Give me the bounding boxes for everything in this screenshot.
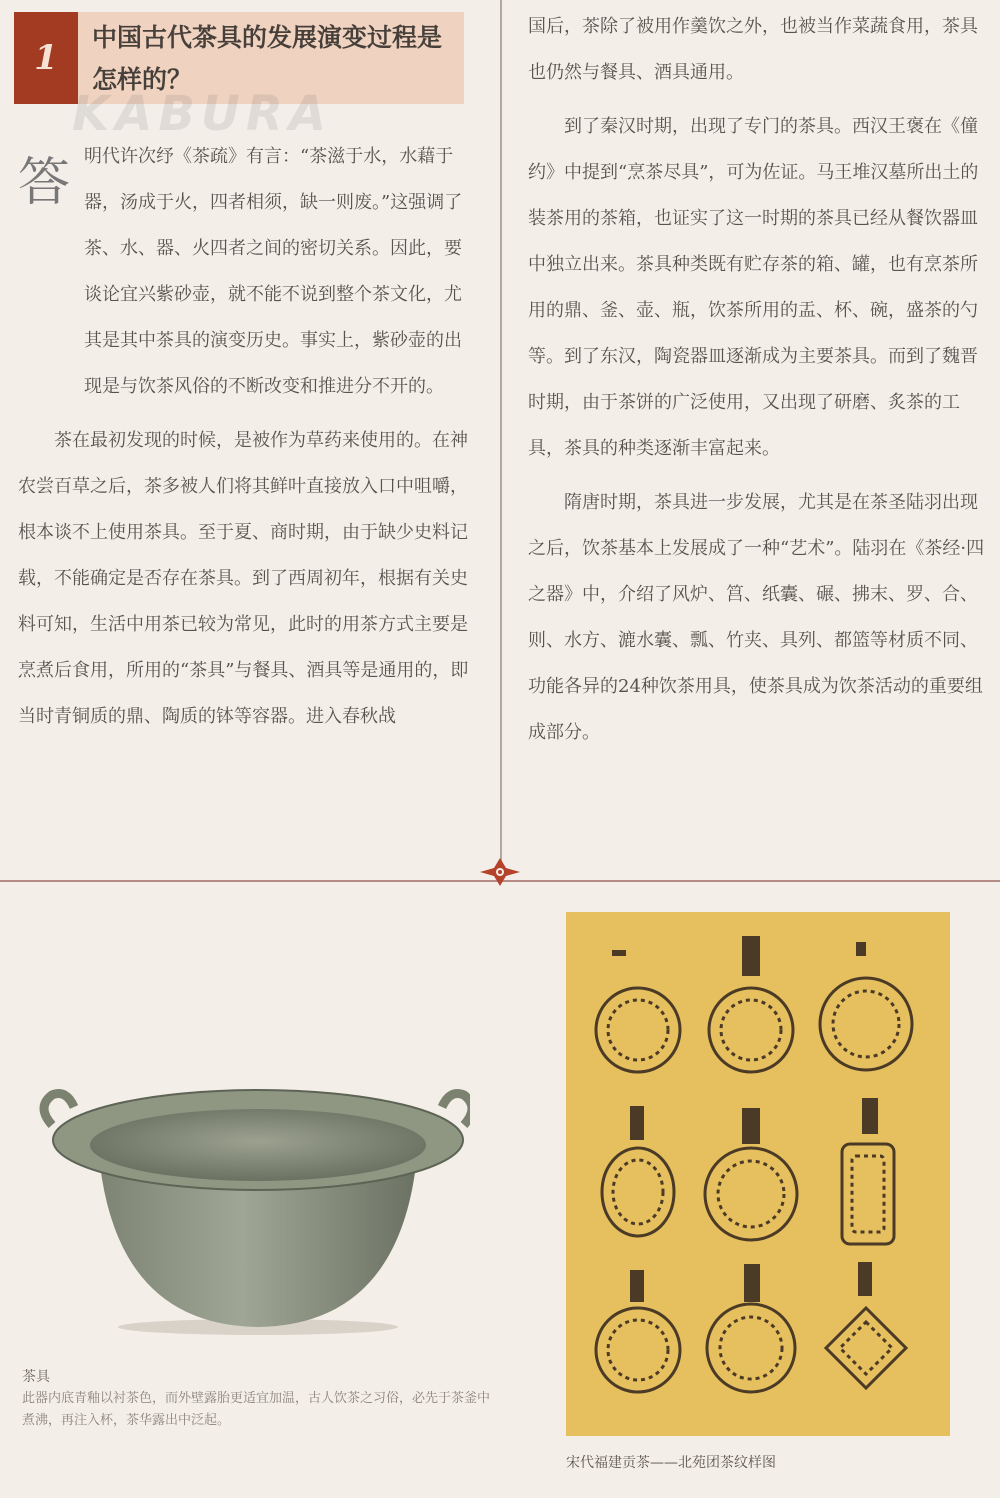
paragraph: 茶在最初发现的时候，是被作为草药来使用的。在神农尝百草之后，茶多被人们将其鲜叶直接放入口中咀嚼，根本谈不上使用茶具。至于夏、商时期，由于缺少史料记载，不能确定是否存在茶具。到了西周初年，根据有关史料可知，生活中用茶已较为常见，此时的用茶方式主要是烹煮后食用，所用的“茶具”与餐具、酒具等是通用的，即当时青铜质的鼎、陶质的钵等容器。进入春秋战: [18, 430, 469, 727]
watermark: KABURA: [72, 86, 333, 142]
question-number: 1: [14, 12, 78, 104]
question-title: 中国古代茶具的发展演变过程是怎样的？: [92, 23, 443, 94]
figure-caption-body: 此器内底青釉以衬茶色，而外壁露胎更适宜加温，古人饮茶之习俗，必先于茶釜中煮沸，再注入杯，茶华露出中泛起。: [22, 1391, 491, 1428]
tea-cake-pattern-plate: [566, 912, 950, 1436]
figure-caption: 宋代福建贡茶——北苑团茶纹样图: [566, 1455, 776, 1471]
right-text-column: [528, 4, 986, 764]
figure-caption-title: 茶具: [22, 1369, 50, 1385]
column-divider: [500, 0, 502, 868]
ornament-icon: [476, 856, 524, 888]
paragraph: 到了秦汉时期，出现了专门的茶具。西汉王褒在《僮约》中提到“烹茶尽具”，可为佐证。马王堆汉墓所出土的装茶用的茶箱，也证实了这一时期的茶具已经从餐饮器皿中独立出来。茶具种类既有贮存茶的箱、罐，也有烹茶所用的鼎、釜、壶、瓶，饮茶所用的盂、杯、碗，盛茶的勺等。到了东汉，陶瓷器皿逐渐成为主要茶具。而到了魏晋时期，由于茶饼的广泛使用，又出现了研磨、炙茶的工具，茶具的种类逐渐丰富起来。: [528, 116, 979, 459]
tea-bowl-image: [30, 1045, 470, 1335]
answer-glyph: 答: [18, 153, 71, 213]
paragraph: 隋唐时期，茶具进一步发展，尤其是在茶圣陆羽出现之后，饮茶基本上发展成了一种“艺术”。陆羽在《茶经·四之器》中，介绍了风炉、筥、纸囊、碾、拂末、罗、合、则、水方、漉水囊、瓢、竹夹、具列、都篮等材质不同、功能各异的24种饮茶用具，使茶具成为饮茶活动的重要组成部分。: [528, 492, 985, 743]
paragraph: 国后，茶除了被用作羹饮之外，也被当作菜蔬食用，茶具也仍然与餐具、酒具通用。: [528, 16, 978, 83]
paragraph: 明代许次纾《茶疏》有言：“茶滋于水，水藉于器，汤成于火，四者相须，缺一则废。”这强调了茶、水、器、火四者之间的密切关系。因此，要谈论宜兴紫砂壶，就不能不说到整个茶文化，尤其是其中茶具的演变历史。事实上，紫砂壶的出现是与饮茶风俗的不断改变和推进分不开的。: [84, 146, 463, 397]
left-text-column: [18, 134, 478, 748]
